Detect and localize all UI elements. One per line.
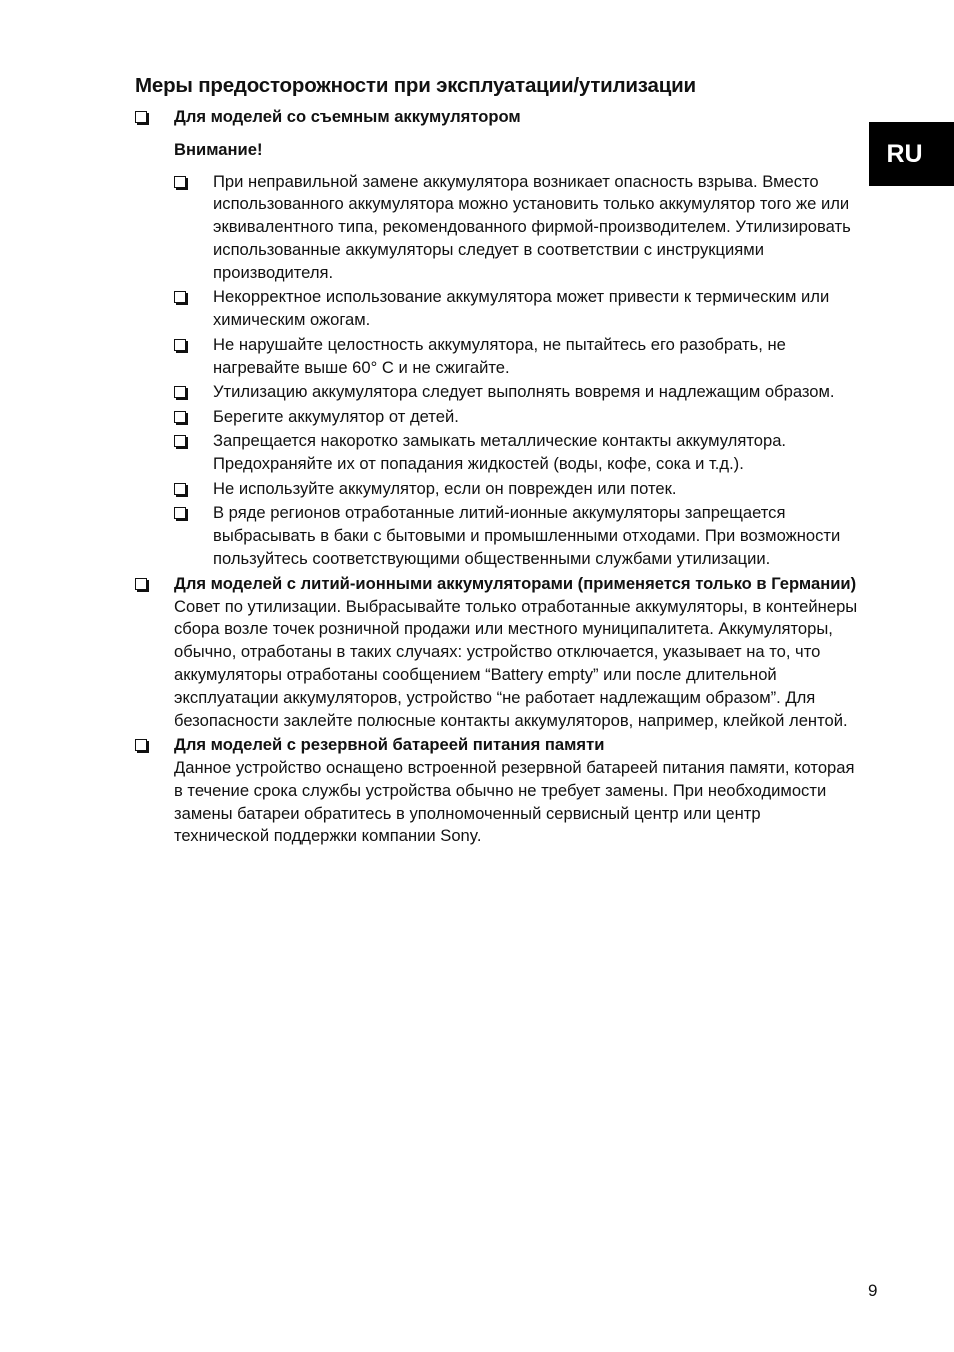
- checkbox-bullet-icon: [174, 386, 186, 398]
- list-item: Не используйте аккумулятор, если он поврежден или потек.: [174, 478, 860, 501]
- checkbox-bullet-icon: [174, 507, 186, 519]
- section-heading: Для моделей со съемным аккумулятором: [174, 107, 521, 126]
- checkbox-bullet-icon: [174, 291, 186, 303]
- checkbox-bullet-icon: [174, 411, 186, 423]
- list-item: Запрещается накоротко замыкать металлические контакты аккумулятора. Предохраняйте их от попадания жидкостей (воды, кофе, сока и т.д.).: [174, 430, 860, 476]
- list-item: Не нарушайте целостность аккумулятора, не пытайтесь его разобрать, не нагревайте выше 60° C и не сжигайте.: [174, 334, 860, 380]
- page-title: Меры предосторожности при эксплуатации/утилизации: [135, 74, 696, 97]
- checkbox-bullet-icon: [174, 176, 186, 188]
- warning-list: [174, 171, 860, 571]
- warning-label: Внимание!: [174, 139, 263, 159]
- list-item: В ряде регионов отработанные литий-ионные аккумуляторы запрещается выбрасывать в баки с бытовыми и промышленными отходами. При возможности пользуйтесь соответствующими общественными службами утилизации.: [174, 502, 860, 570]
- checkbox-bullet-icon: [135, 739, 147, 751]
- list-item: Некорректное использование аккумулятора может привести к термическим или химическим ожогам.: [174, 286, 860, 332]
- checkbox-bullet-icon: [174, 339, 186, 351]
- checkbox-bullet-icon: [174, 435, 186, 447]
- section-heading: Для моделей с резервной батареей питания памяти: [174, 735, 605, 755]
- section-body: Совет по утилизации. Выбрасывайте только отработанные аккумуляторы, в контейнеры сбора возле точек розничной продажи или местного муниципалитета. Аккумуляторы, обычно, отработаны в таких случаях: устройство отключается, указывает на то, что аккумуляторы отработаны сообщением “Battery empty” или после длительной эксплуатации аккумуляторов, устройство “не работает надлежащим образом”. Для безопасности заклейте полюсные контакты аккумуляторов, например, клейкой лентой.: [174, 596, 858, 730]
- section-removable-battery: [135, 106, 860, 571]
- section-heading: Для моделей с литий-ионными аккумуляторами (применяется только в Германии): [174, 573, 857, 593]
- checkbox-bullet-icon: [174, 483, 186, 495]
- document-body: [135, 106, 860, 850]
- section-body: Данное устройство оснащено встроенной резервной батареей питания памяти, которая в течение срока службы устройства обычно не требует замены. При необходимости замены батареи обратитесь в уполномоченный сервисный центр или центр технической поддержки компании Sony.: [174, 758, 855, 846]
- checkbox-bullet-icon: [135, 111, 147, 123]
- language-tab: RU: [869, 122, 954, 186]
- section-backup-battery: [135, 734, 860, 848]
- list-item: Утилизацию аккумулятора следует выполнять вовремя и надлежащим образом.: [174, 381, 860, 404]
- checkbox-bullet-icon: [135, 578, 147, 590]
- list-item: Берегите аккумулятор от детей.: [174, 406, 860, 429]
- section-li-ion-germany: [135, 573, 860, 733]
- page-number: 9: [868, 1281, 878, 1300]
- list-item: При неправильной замене аккумулятора возникает опасность взрыва. Вместо использованного аккумулятора можно установить только аккумулятор того же или эквивалентного типа, рекомендованного фирмой-производителем. Утилизировать использованные аккумуляторы следует в соответствии с инструкциями производителя.: [174, 171, 860, 285]
